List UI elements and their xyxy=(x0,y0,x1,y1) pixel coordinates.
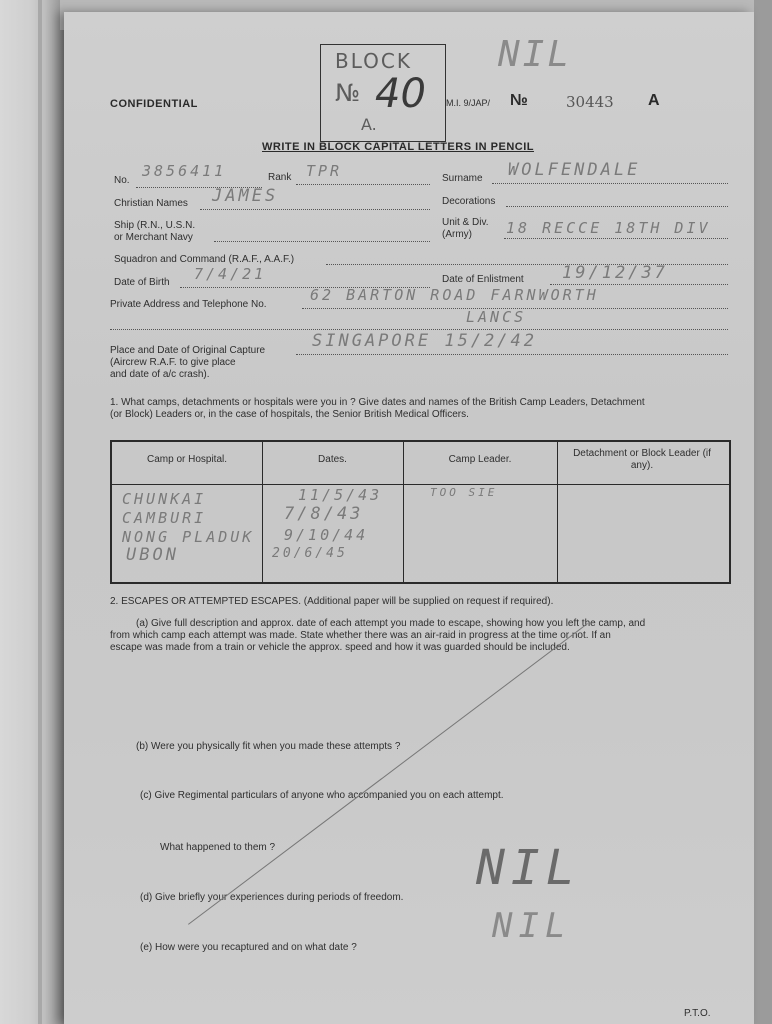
camp-cell: CAMBURI xyxy=(122,509,207,527)
capture-label: Place and Date of Original Capture xyxy=(110,345,266,356)
ref-code: M.I. 9/JAP/ xyxy=(446,98,491,108)
block-stamp xyxy=(320,44,446,142)
unit-label-2: (Army) xyxy=(442,229,472,240)
header-block-leader: Detachment or Block Leader (if any). xyxy=(573,448,711,471)
q2c-text: (c) Give Regimental particulars of anyone who accompanied you on each attempt. xyxy=(140,790,504,801)
table-divider xyxy=(557,442,558,582)
unit-value: 18 RECCE 18TH DIV xyxy=(506,219,711,237)
q2a-text-3: escape was made from a train or vehicle the approx. speed and how it was guarded should be included. xyxy=(110,642,570,653)
dob-label: Date of Birth xyxy=(114,277,170,288)
stamp-word: BLOCK xyxy=(335,49,412,73)
unit-label: Unit & Div. xyxy=(442,217,489,228)
serial-suffix: A xyxy=(648,92,660,109)
stamp-number: 40 xyxy=(375,71,426,117)
q2-title: 2. ESCAPES OR ATTEMPTED ESCAPES. (Additional paper will be supplied on request if required). xyxy=(110,596,554,607)
address-label: Private Address and Telephone No. xyxy=(110,299,267,310)
capture-line xyxy=(296,354,728,355)
stamp-no: № xyxy=(335,79,360,107)
dob-value: 7/4/21 xyxy=(194,265,267,283)
binder-left xyxy=(0,0,70,1024)
date-cell: 11/5/43 xyxy=(298,486,383,504)
form-page xyxy=(64,12,754,1024)
instruction-heading: WRITE IN BLOCK CAPITAL LETTERS IN PENCIL xyxy=(262,141,534,153)
ship-line xyxy=(214,241,430,242)
capture-label-3: and date of a/c crash). xyxy=(110,369,210,380)
ship-label: Ship (R.N., U.S.N. xyxy=(114,220,196,231)
enlistment-line xyxy=(550,284,728,285)
nil-mark: NIL xyxy=(498,34,573,75)
no-label: No. xyxy=(114,175,130,186)
serial-no-label: № xyxy=(510,92,528,109)
capture-label-2: (Aircrew R.A.F. to give place xyxy=(110,357,236,368)
christian-names-value: JAMES xyxy=(212,186,279,206)
binder-fold xyxy=(38,0,42,1024)
squadron-label: Squadron and Command (R.A.F., A.A.F.) xyxy=(114,254,295,265)
christian-names-line xyxy=(200,209,430,210)
decorations-line xyxy=(506,206,728,207)
q1-text: 1. What camps, detachments or hospitals were you in ? Give dates and names of the British Camp Leaders, Detachment xyxy=(110,397,645,408)
surname-line xyxy=(492,183,728,184)
date-cell: 7/8/43 xyxy=(284,504,364,524)
camp-cell: UBON xyxy=(126,545,179,565)
nil-answer: NIL xyxy=(476,840,581,896)
confidential-label: CONFIDENTIAL xyxy=(110,98,198,110)
header-dates: Dates. xyxy=(318,454,347,465)
surname-value: WOLFENDALE xyxy=(508,160,641,180)
capture-value: SINGAPORE 15/2/42 xyxy=(312,331,537,351)
q2d-text: (d) Give briefly your experiences during periods of freedom. xyxy=(140,892,404,903)
camp-cell: CHUNKAI xyxy=(122,490,207,508)
q2a-text-2: from which camp each attempt was made. State whether there was an air-raid in progress at the time or not. If an xyxy=(110,630,611,641)
q2e-text: (e) How were you recaptured and on what date ? xyxy=(140,942,357,953)
enlistment-label: Date of Enlistment xyxy=(442,274,524,285)
pto-label: P.T.O. xyxy=(684,1008,711,1019)
unit-line xyxy=(504,238,728,239)
address-value: 62 BARTON ROAD FARNWORTH xyxy=(310,286,599,304)
table-header-divider xyxy=(112,484,729,485)
rank-label: Rank xyxy=(268,172,292,183)
ship-label-2: or Merchant Navy xyxy=(114,232,193,243)
decorations-label: Decorations xyxy=(442,196,496,207)
camps-table xyxy=(110,440,731,584)
nil-answer: NIL xyxy=(492,906,572,946)
date-cell: 20/6/45 xyxy=(272,546,348,561)
header-camp: Camp or Hospital. xyxy=(146,454,228,465)
serial-number: 30443 xyxy=(566,93,614,111)
right-edge xyxy=(754,0,772,1024)
q2c-followup: What happened to them ? xyxy=(160,842,276,853)
camp-cell: NONG PLADUK xyxy=(122,528,255,546)
christian-names-label: Christian Names xyxy=(114,198,188,209)
stamp-letter: A. xyxy=(361,115,377,134)
q2b-text: (b) Were you physically fit when you made these attempts ? xyxy=(136,741,401,752)
camp-leader-cell: TOO SIE xyxy=(430,486,498,499)
header-camp-leader: Camp Leader. xyxy=(448,454,512,465)
surname-label: Surname xyxy=(442,173,483,184)
q1-text-2: (or Block) Leaders or, in the case of hospitals, the Senior British Medical Officers. xyxy=(110,409,469,420)
date-cell: 9/10/44 xyxy=(284,526,369,544)
address-line-2 xyxy=(110,329,728,330)
q2a-text: (a) Give full description and approx. date of each attempt you made to escape, showing how you left the camp, and xyxy=(136,618,646,629)
enlistment-value: 19/12/37 xyxy=(562,263,668,283)
no-value: 3856411 xyxy=(142,162,227,180)
address-value-2: LANCS xyxy=(466,308,527,326)
rank-line xyxy=(296,184,430,185)
rank-value: TPR xyxy=(306,162,343,180)
